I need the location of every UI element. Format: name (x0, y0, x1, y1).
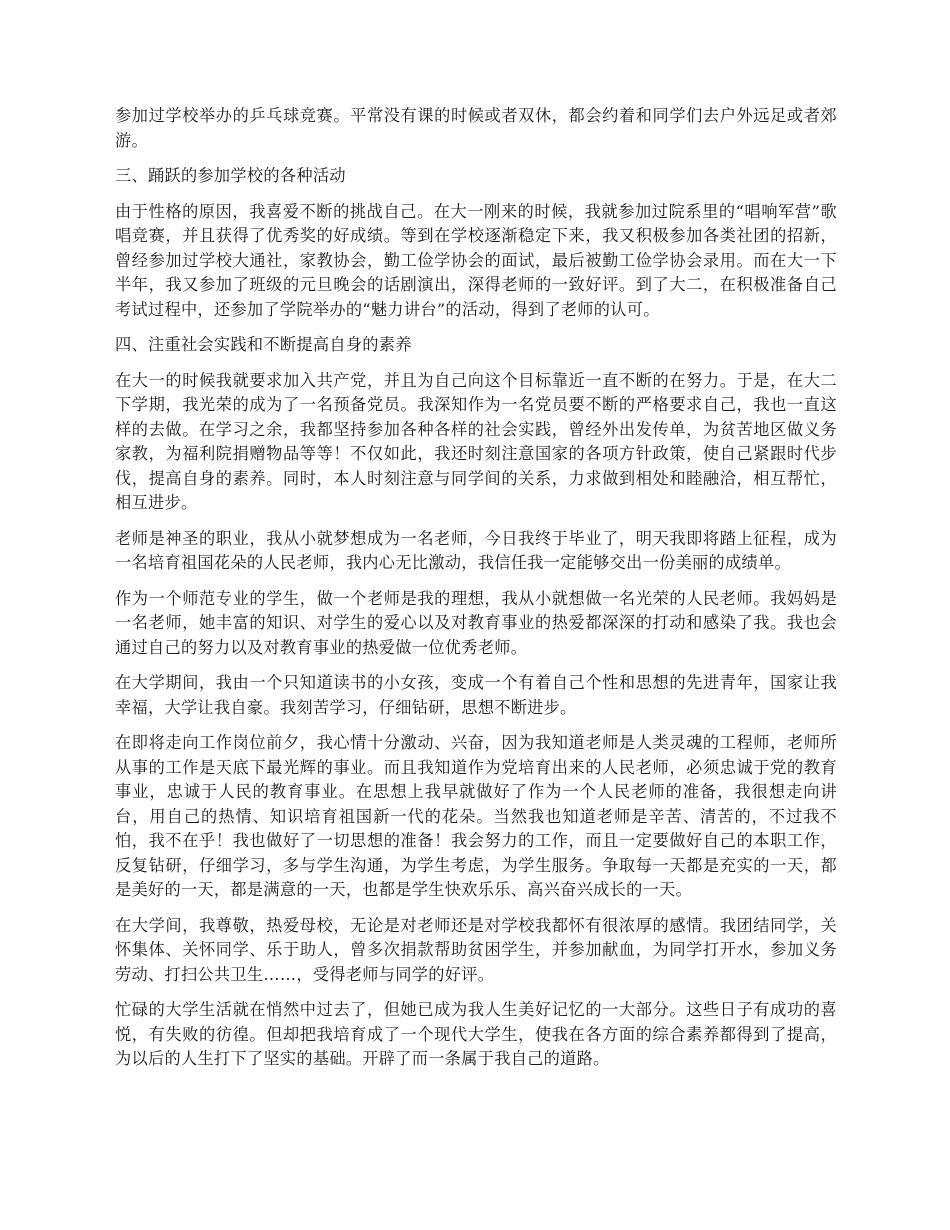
paragraph-career-ready: 在即将走向工作岗位前夕，我心情十分激动、兴奋，因为我知道老师是人类灵魂的工程师，老师所从事的工作是天底下最光辉的事业。而且我知道作为党培育出来的人民老师，必须忠诚于党的教育事业，忠诚于人民的教育事业。在思想上我早就做好了作为一个人民老师的准备，我很想走向讲台，用自己的热情、知识培育祖国新一代的花朵。当然我也知道老师是辛苦、清苦的，不过我不怕，我不在乎！我也做好了一切思想的准备！我会努力的工作，而且一定要做好自己的本职工作，反复钻研，仔细学习，多与学生沟通，为学生考虑，为学生服务。争取每一天都是充实的一天，都是美好的一天，都是满意的一天，也都是学生快欢乐乐、高兴奋兴成长的一天。 (115, 733, 837, 899)
paragraph-activities: 由于性格的原因，我喜爱不断的挑战自己。在大一刚来的时候，我就参加过院系里的“唱响军营”歌唱竞赛，并且获得了优秀奖的好成绩。等到在学校逐渐稳定下来，我又积极参加各类社团的招新，曾经参加过学校大通社，家教协会，勤工俭学协会的面试，最后被勤工俭学协会录用。而在大一下半年，我又参加了班级的元旦晚会的话剧演出，深得老师的一致好评。到了大二，在积极准备自己考试过程中，还参加了学院举办的“魅力讲台”的活动，得到了老师的认可。 (115, 201, 837, 319)
paragraph-love-school: 在大学间，我尊敬，热爱母校，无论是对老师还是对学校我都怀有很浓厚的感情。我团结同学，关怀集体、关怀同学、乐于助人，曾多次捐款帮助贫困学生，并参加献血，为同学打开水，参加义务劳动、打扫公共卫生……，受得老师与同学的好评。 (115, 915, 837, 984)
paragraph-university-growth: 在大学期间，我由一个只知道读书的小女孩，变成一个有着自己个性和思想的先进青年，国家让我幸福，大学让我自豪。我刻苦学习，仔细钻研，思想不断进步。 (115, 673, 837, 717)
paragraph-conclusion: 忙碌的大学生活就在悄然中过去了，但她已成为我人生美好记忆的一大部分。这些日子有成功的喜悦，有失败的彷徨。但却把我培育成了一个现代大学生，使我在各方面的综合素养都得到了提高，为以后的人生打下了坚实的基础。开辟了而一条属于我自己的道路。 (115, 1000, 837, 1068)
paragraph-leisure: 参加过学校举办的乒乓球竞赛。平常没有课的时候或者双休，都会约着和同学们去户外远足或者郊游。 (115, 106, 837, 150)
paragraph-normal-major: 作为一个师范专业的学生，做一个老师是我的理想，我从小就想做一名光荣的人民老师。我妈妈是一名老师，她丰富的知识、对学生的爱心以及对教育事业的热爱都深深的打动和感染了我。我也会通过自己的努力以及对教育事业的热爱做一位优秀老师。 (115, 588, 837, 657)
section-heading-three: 三、踊跃的参加学校的各种活动 (115, 166, 346, 185)
document-body (115, 104, 837, 1083)
paragraph-party: 在大一的时候我就要求加入共产党，并且为自己向这个目标靠近一直不断的在努力。于是，在大二下学期，我光荣的成为了一名预备党员。我深知作为一名党员要不断的严格要求自己，我也一直这样的去做。在学习之余，我都坚持参加各种各样的社会实践，曾经外出发传单，为贫苦地区做义务家教，为福利院捐赠物品等等！不仅如此，我还时刻注意国家的各项方针政策，使自己紧跟时代步伐，提高自身的素养。同时，本人时刻注意与同学间的关系，力求做到相处和睦融洽，相互帮忙，相互进步。 (115, 370, 837, 512)
paragraph-teacher-dream: 老师是神圣的职业，我从小就梦想成为一名老师，今日我终于毕业了，明天我即将踏上征程，成为一名培育祖国花朵的人民老师，我内心无比激动，我信任我一定能够交出一份美丽的成绩单。 (115, 528, 837, 572)
section-heading-four: 四、注重社会实践和不断提高自身的素养 (115, 335, 412, 354)
